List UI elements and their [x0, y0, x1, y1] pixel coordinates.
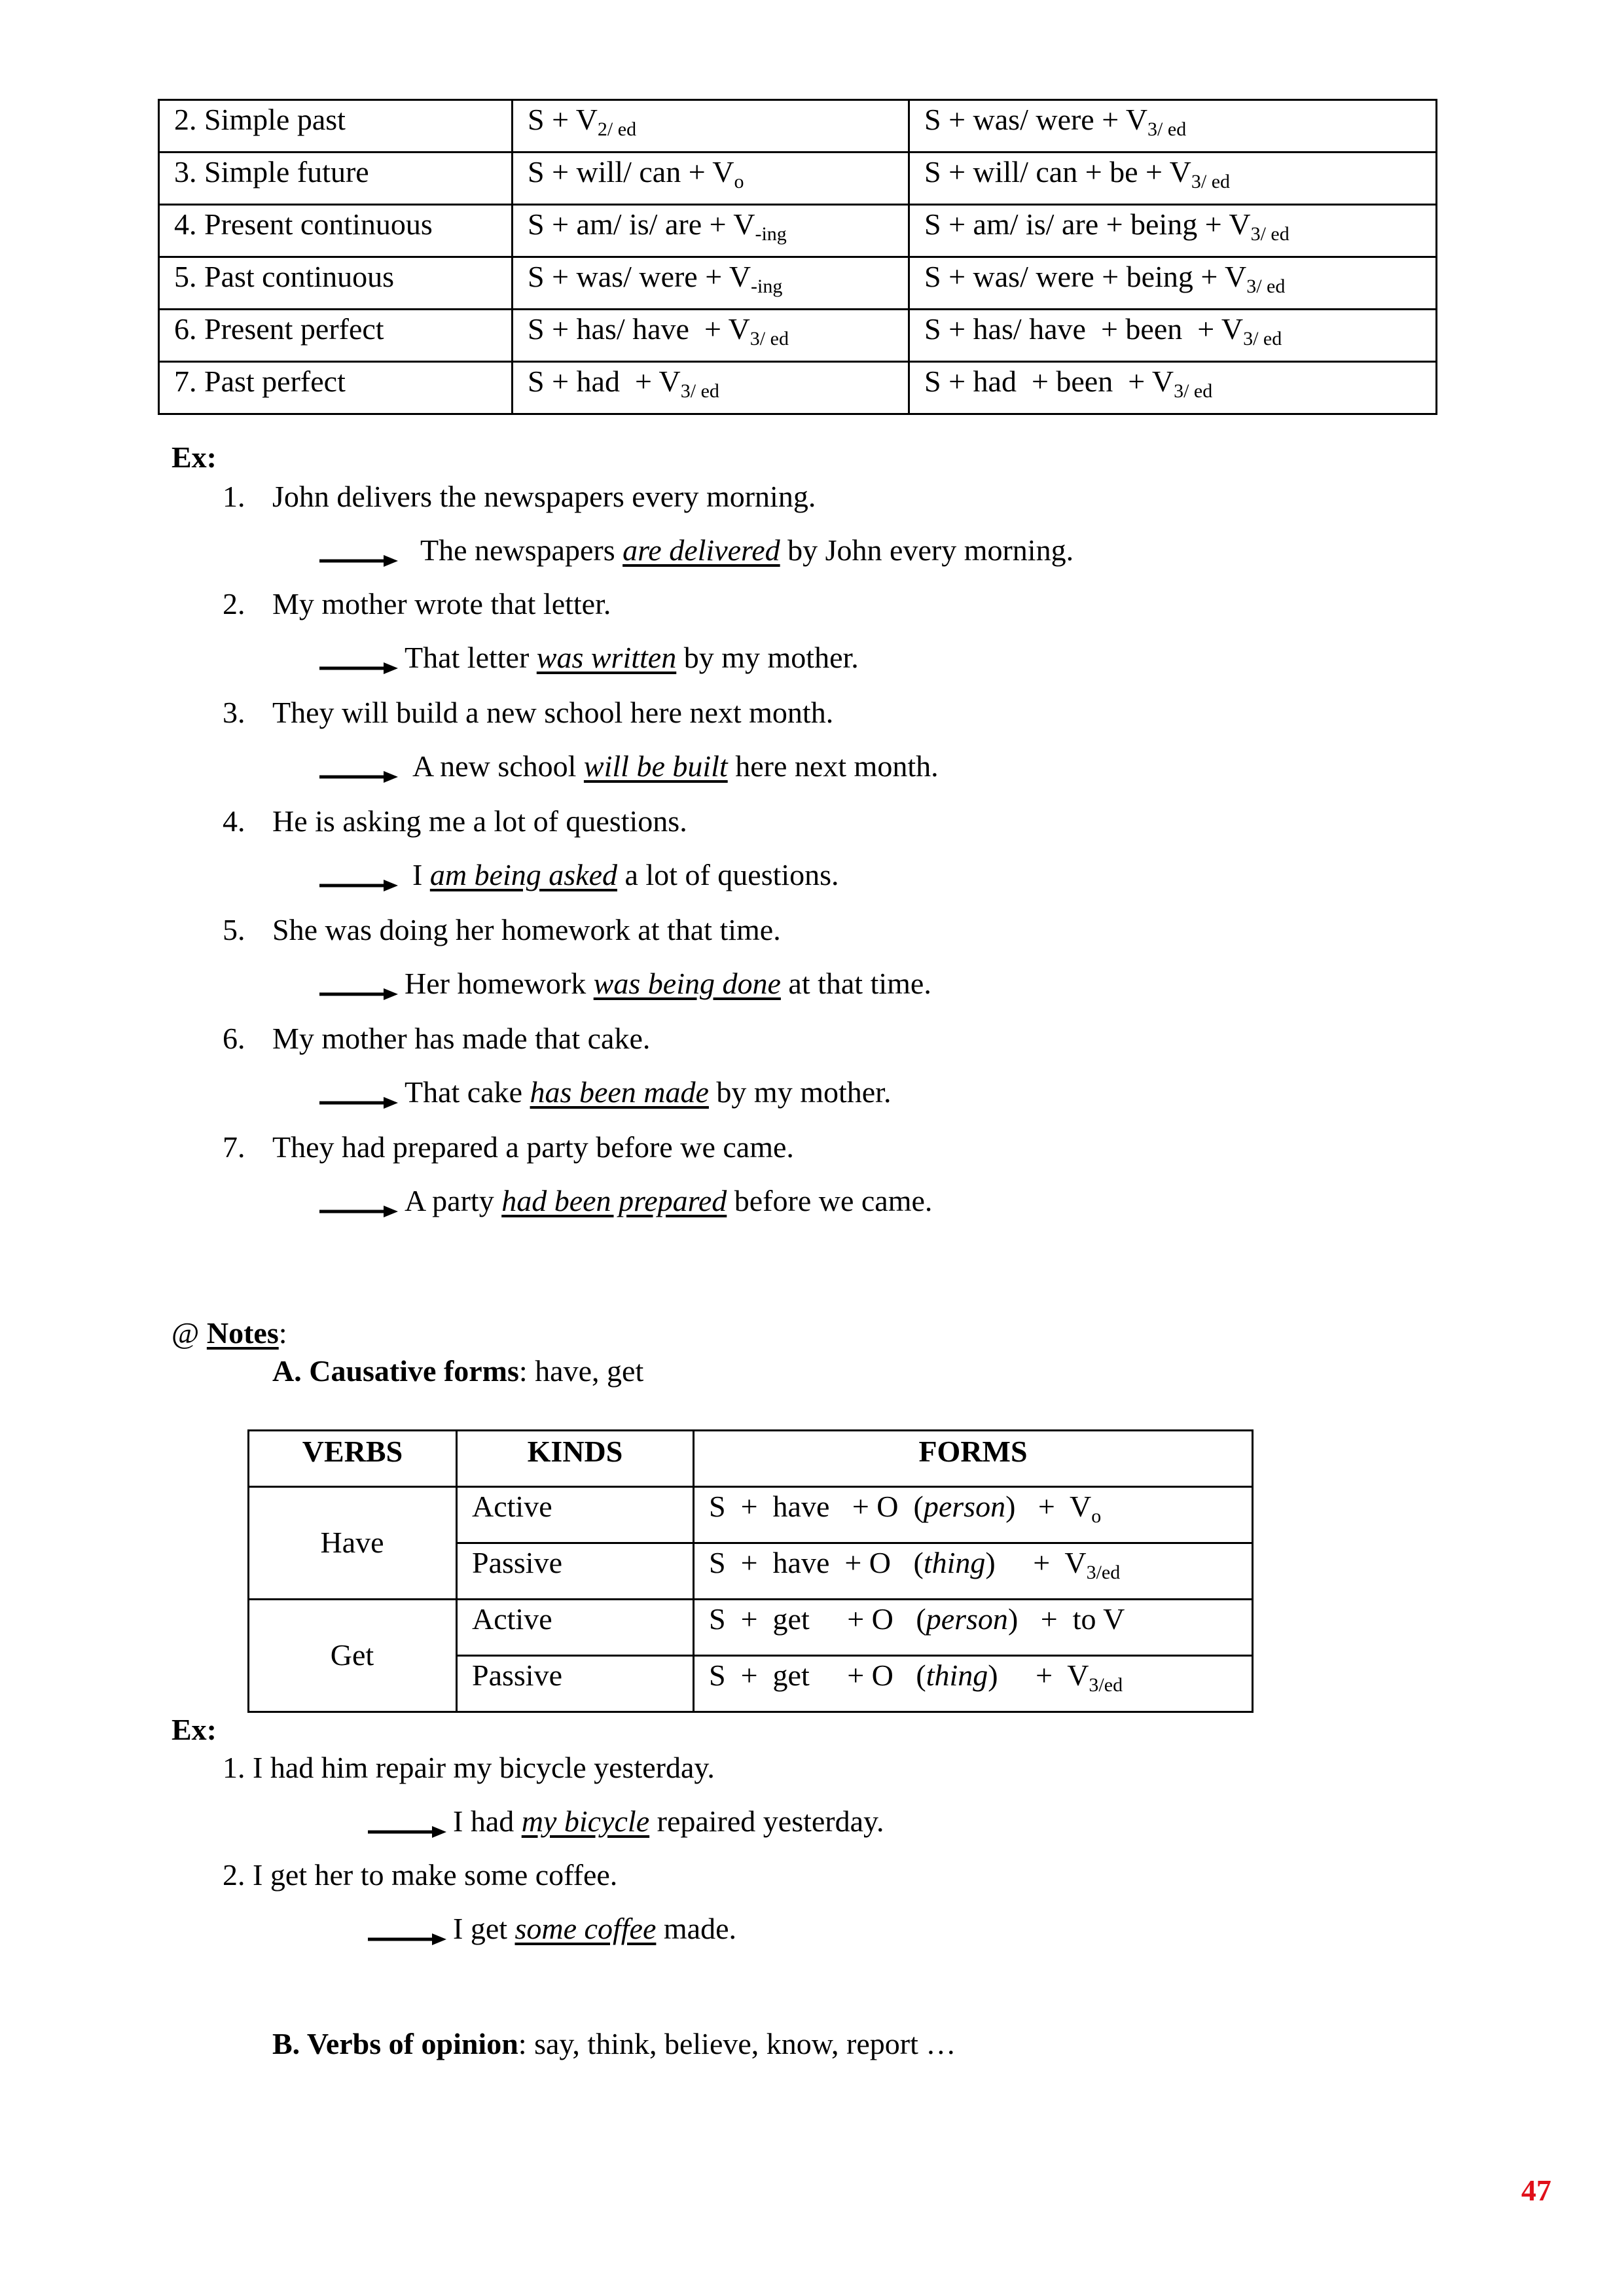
- tense-row: [159, 205, 1437, 257]
- passive-form: S + am/ is/ are + being + $V_{3/ ed}$: [909, 205, 1437, 257]
- tense-name: 6. Present perfect: [159, 310, 513, 362]
- verb-have: Have: [249, 1487, 457, 1600]
- tense-table: [158, 99, 1437, 415]
- kind-cell: Passive: [457, 1543, 694, 1600]
- right-arrow-icon: [319, 870, 398, 890]
- form-cell: S + have + O (person) + $V_o$: [694, 1487, 1253, 1543]
- header-forms: FORMS: [694, 1431, 1253, 1487]
- section-b-heading: B. Verbs of opinion: say, think, believe, know, report …: [272, 2027, 956, 2060]
- active-form: S + was/ were + $V_{-ing}$: [513, 257, 909, 310]
- right-arrow-icon: [319, 546, 398, 565]
- verb-get: Get: [249, 1600, 457, 1712]
- tense-name: 2. Simple past: [159, 100, 513, 152]
- form-cell: S + get + O (person) + to V: [694, 1600, 1253, 1656]
- example-sentence: She was doing her homework at that time.: [272, 913, 781, 946]
- right-arrow-icon: [368, 1924, 446, 1944]
- tense-row: [159, 362, 1437, 414]
- passive-answer: Her homework was being done at that time.: [405, 967, 931, 1000]
- passive-form: S + had + been + $V_{3/ ed}$: [909, 362, 1437, 414]
- example-sentence: They had prepared a party before we came.: [272, 1130, 794, 1164]
- tense-name: 5. Past continuous: [159, 257, 513, 310]
- passive-answer: That cake has been made by my mother.: [405, 1075, 892, 1109]
- right-arrow-icon: [319, 1088, 398, 1107]
- right-arrow-icon: [368, 1817, 446, 1837]
- ex-label: Ex:: [171, 440, 217, 474]
- causative-answer: I had my bicycle repaired yesterday.: [453, 1804, 884, 1838]
- active-form: S + has/ have + $V_{3/ ed}$: [513, 310, 909, 362]
- right-arrow-icon: [319, 1196, 398, 1216]
- page-number: 47: [1521, 2174, 1551, 2207]
- header-verbs: VERBS: [249, 1431, 457, 1487]
- active-form: S + will/ can + $V_o$: [513, 152, 909, 205]
- kind-cell: Active: [457, 1487, 694, 1543]
- example-sentence: 1. I had him repair my bicycle yesterday.: [223, 1751, 715, 1784]
- causative-table: [247, 1429, 1254, 1713]
- example-sentence: John delivers the newspapers every morning.: [272, 480, 816, 513]
- section-a-heading: A. Causative forms: have, get: [272, 1354, 644, 1388]
- passive-answer: A party had been prepared before we came.: [405, 1184, 933, 1217]
- causative-answer: I get some coffee made.: [453, 1912, 736, 1945]
- passive-answer: A new school will be built here next month.: [412, 749, 939, 783]
- example-number: 2.: [223, 587, 245, 620]
- example-sentence: My mother wrote that letter.: [272, 587, 611, 620]
- active-form: S + am/ is/ are + $V_{-ing}$: [513, 205, 909, 257]
- notes-heading: @ Notes:: [171, 1316, 287, 1350]
- right-arrow-icon: [319, 979, 398, 999]
- example-sentence: He is asking me a lot of questions.: [272, 804, 687, 838]
- tense-row: [159, 100, 1437, 152]
- tense-row: [159, 310, 1437, 362]
- kind-cell: Active: [457, 1600, 694, 1656]
- example-number: 4.: [223, 804, 245, 838]
- passive-answer: That letter was written by my mother.: [405, 641, 859, 674]
- example-number: 6.: [223, 1022, 245, 1055]
- tense-name: 4. Present continuous: [159, 205, 513, 257]
- passive-form: S + was/ were + being + $V_{3/ ed}$: [909, 257, 1437, 310]
- passive-answer: The newspapers are delivered by John every morning.: [420, 533, 1074, 567]
- example-sentence: My mother has made that cake.: [272, 1022, 651, 1055]
- example-number: 3.: [223, 696, 245, 729]
- tense-name: 3. Simple future: [159, 152, 513, 205]
- example-sentence: 2. I get her to make some coffee.: [223, 1858, 618, 1892]
- passive-form: S + has/ have + been + $V_{3/ ed}$: [909, 310, 1437, 362]
- form-cell: S + have + O (thing) + $V_{3/ed}$: [694, 1543, 1253, 1600]
- active-form: S + had + $V_{3/ ed}$: [513, 362, 909, 414]
- example-number: 7.: [223, 1130, 245, 1164]
- example-number: 1.: [223, 480, 245, 513]
- tense-row: [159, 257, 1437, 310]
- passive-form: S + was/ were + $V_{3/ ed}$: [909, 100, 1437, 152]
- example-number: 5.: [223, 913, 245, 946]
- active-form: $S + V_{2/ ed}$: [513, 100, 909, 152]
- tense-row: [159, 152, 1437, 205]
- kind-cell: Passive: [457, 1656, 694, 1712]
- ex2-label: Ex:: [171, 1713, 217, 1746]
- right-arrow-icon: [319, 653, 398, 673]
- passive-form: S + will/ can + be + $V_{3/ ed}$: [909, 152, 1437, 205]
- tense-name: 7. Past perfect: [159, 362, 513, 414]
- right-arrow-icon: [319, 762, 398, 781]
- passive-answer: I am being asked a lot of questions.: [412, 858, 839, 891]
- header-kinds: KINDS: [457, 1431, 694, 1487]
- form-cell: S + get + O (thing) + $V_{3/ed}$: [694, 1656, 1253, 1712]
- example-sentence: They will build a new school here next month.: [272, 696, 834, 729]
